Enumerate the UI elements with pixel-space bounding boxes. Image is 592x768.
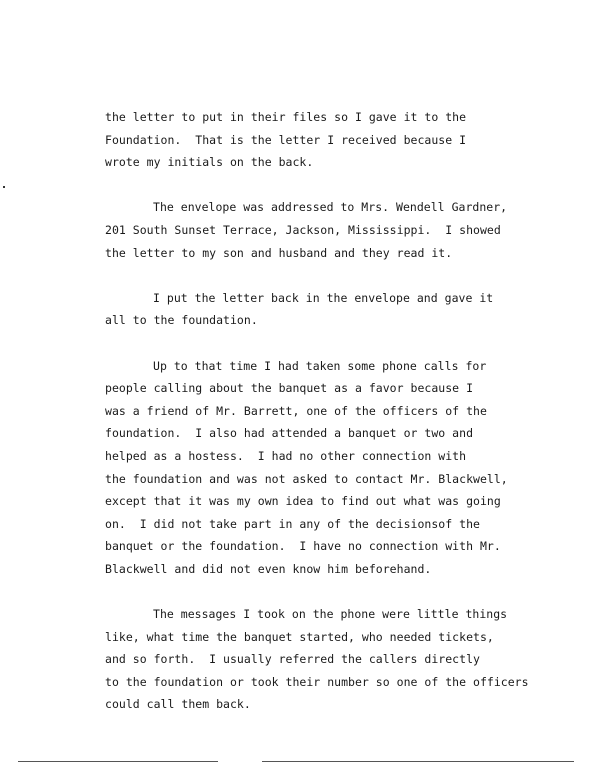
text-line: I put the letter back in the envelope and gave it (153, 290, 494, 305)
text-line: all to the foundation. (105, 313, 258, 328)
text-line: The messages I took on the phone were little things (153, 607, 508, 622)
text-line: Up to that time I had taken some phone calls for (153, 358, 487, 373)
paragraph-5 (105, 603, 565, 716)
text-line: 201 South Sunset Terrace, Jackson, Mississippi. I showed (105, 222, 501, 237)
paragraph-4 (105, 355, 565, 581)
paragraph-2 (105, 196, 565, 264)
text-line: the foundation and was not asked to contact Mr. Blackwell, (105, 471, 508, 486)
text-line: could call them back. (105, 697, 251, 712)
text-line: except that it was my own idea to find out what was going (105, 494, 501, 509)
text-line: Foundation. That is the letter I received because I (105, 132, 467, 147)
text-line: the letter to my son and husband and they read it. (105, 245, 453, 260)
text-line: on. I did not take part in any of the decisionsof the (105, 516, 480, 531)
document-body (105, 106, 565, 739)
text-line: people calling about the banquet as a favor because I (105, 381, 474, 396)
text-line: Blackwell and did not even know him beforehand. (105, 561, 432, 576)
footer-rule-right (262, 761, 574, 762)
margin-mark (3, 186, 5, 188)
text-line: like, what time the banquet started, who needed tickets, (105, 629, 494, 644)
text-line: the letter to put in their files so I gave it to the (105, 110, 467, 124)
paragraph-3 (105, 287, 565, 332)
text-line: to the foundation or took their number so one of the officers (105, 674, 529, 689)
paragraph-1 (105, 106, 565, 174)
text-line: wrote my initials on the back. (105, 155, 314, 170)
text-line: The envelope was addressed to Mrs. Wendell Gardner, (153, 200, 508, 215)
text-line: banquet or the foundation. I have no connection with Mr. (105, 539, 501, 554)
footer-rule-left (18, 761, 218, 762)
text-line: was a friend of Mr. Barrett, one of the officers of the (105, 403, 487, 418)
text-line: helped as a hostess. I had no other connection with (105, 448, 467, 463)
text-line: foundation. I also had attended a banquet or two and (105, 426, 474, 441)
text-line: and so forth. I usually referred the callers directly (105, 652, 480, 667)
